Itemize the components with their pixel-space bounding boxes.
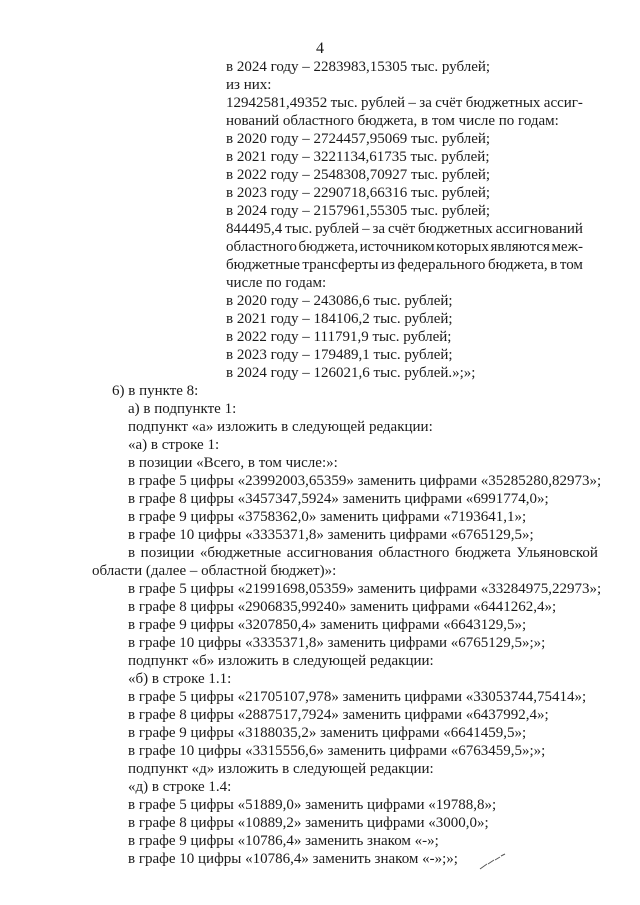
text-line: в графе 10 цифры «3335371,8» заменить цифрами «6765129,5»; [128,527,534,543]
text-line: в графе 5 цифры «21991698,05359» заменить цифрами «33284975,22973»; [128,581,602,597]
text-line: подпункт «д» изложить в следующей редакции: [128,761,434,777]
text-line: «д) в строке 1.4: [128,779,232,795]
text-line: в графе 8 цифры «3457347,5924» заменить цифрами «6991774,0»; [128,491,549,507]
text-line: в позиции «Всего, в том числе:»: [128,455,338,471]
text-line: в графе 5 цифры «51889,0» заменить цифрами «19788,8»; [128,797,497,813]
text-line: 6) в пункте 8: [112,383,199,399]
text-line: в графе 10 цифры «3335371,8» заменить цифрами «6765129,5»;»; [128,635,546,651]
text-line: «а) в строке 1: [128,437,220,453]
text-line: в графе 9 цифры «10786,4» заменить знаком «-»; [128,833,439,849]
text-line: в графе 9 цифры «3758362,0» заменить цифрами «7193641,1»; [128,509,527,525]
text-line: в графе 10 цифры «10786,4» заменить знаком «-»;»; [128,851,458,867]
text-line: в 2020 году – 2724457,95069 тыс. рублей; [226,131,491,147]
text-line: числе по годам: [226,275,327,291]
text-line: «б) в строке 1.1: [128,671,232,687]
text-line: в графе 10 цифры «3315556,6» заменить цифрами «6763459,5»;»; [128,743,546,759]
text-line: области (далее – областной бюджет)»: [92,563,337,579]
text-line: бюджетные трансферты из федерального бюджета, в том [226,257,583,273]
page-number: 4 [316,40,324,57]
text-line: в графе 5 цифры «21705107,978» заменить цифрами «33053744,75414»; [128,689,587,705]
text-line: в 2022 году – 2548308,70927 тыс. рублей; [226,167,491,183]
text-line: в графе 8 цифры «2887517,7924» заменить цифрами «6437992,4»; [128,707,549,723]
pen-mark [478,852,508,872]
text-line: в 2021 году – 3221134,61735 тыс. рублей; [226,149,490,165]
text-line: в графе 8 цифры «10889,2» заменить цифрами «3000,0»; [128,815,489,831]
text-line: в 2022 году – 111791,9 тыс. рублей; [226,329,452,345]
text-line: в графе 9 цифры «3207850,4» заменить цифрами «6643129,5»; [128,617,527,633]
text-line: подпункт «а» изложить в следующей редакции: [128,419,433,435]
text-line: в 2024 году – 2157961,55305 тыс. рублей; [226,203,491,219]
text-line: в графе 9 цифры «3188035,2» заменить цифрами «6641459,5»; [128,725,527,741]
text-line: из них: [226,77,272,93]
text-line: в 2020 году – 243086,6 тыс. рублей; [226,293,453,309]
text-line: в 2023 году – 2290718,66316 тыс. рублей; [226,185,491,201]
text-line: в графе 8 цифры «2906835,99240» заменить цифрами «6441262,4»; [128,599,557,615]
text-line: в графе 5 цифры «23992003,65359» заменить цифрами «35285280,82973»; [128,473,602,489]
text-line: подпункт «б» изложить в следующей редакции: [128,653,434,669]
text-line: нований областного бюджета, в том числе по годам: [226,113,559,129]
text-line: в 2021 году – 184106,2 тыс. рублей; [226,311,453,327]
text-line: в 2024 году – 2283983,15305 тыс. рублей; [226,59,491,75]
text-line: в 2024 году – 126021,6 тыс. рублей.»;»; [226,365,476,381]
text-line: 844495,4 тыс. рублей – за счёт бюджетных ассигнований [226,221,583,237]
text-line: областного бюджета, источником которых являются меж- [226,239,583,255]
text-line: а) в подпункте 1: [128,401,237,417]
text-line: 12942581,49352 тыс. рублей – за счёт бюджетных ассиг- [226,95,583,111]
text-line: в позиции «бюджетные ассигнования областного бюджета Ульяновской [128,545,598,561]
text-line: в 2023 году – 179489,1 тыс. рублей; [226,347,453,363]
